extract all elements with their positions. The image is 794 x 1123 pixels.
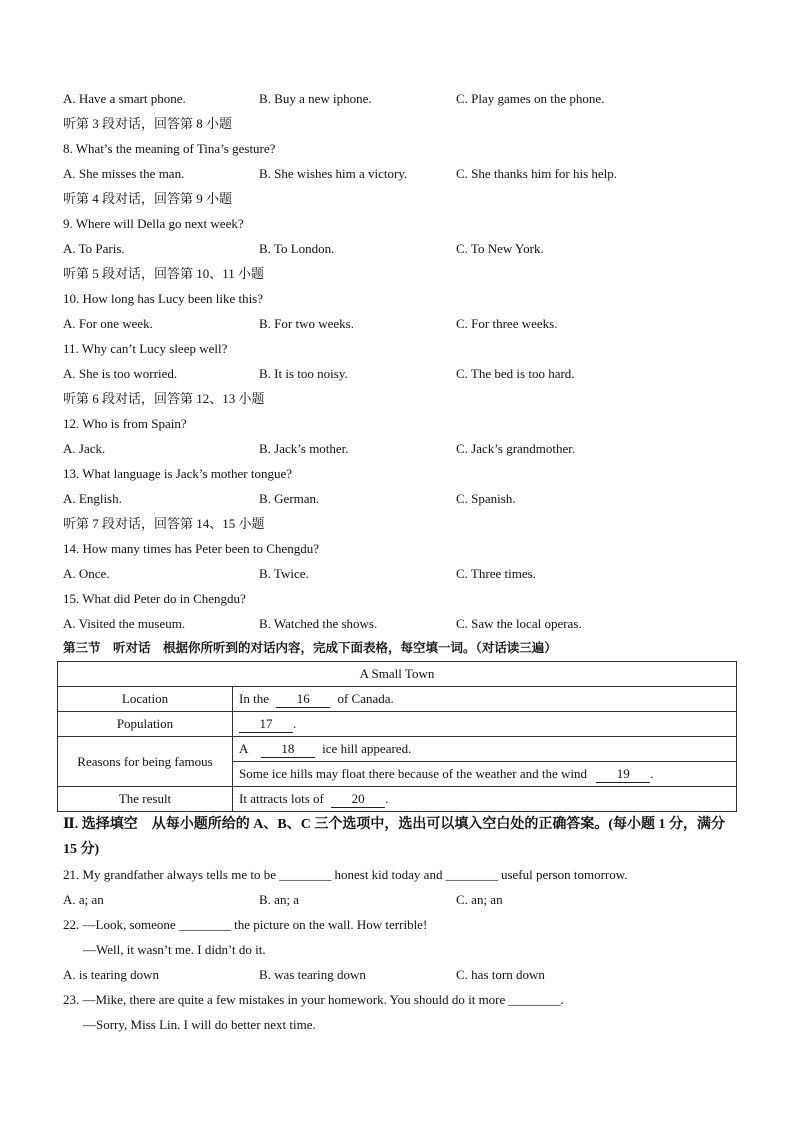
q15-stem: 15. What did Peter do in Chengdu? bbox=[63, 591, 246, 606]
q15-option-b: B. Watched the shows. bbox=[259, 616, 378, 631]
blank-18: 18 bbox=[261, 741, 315, 758]
reasons-2-post: . bbox=[650, 766, 654, 781]
reasons-value-2 bbox=[233, 762, 737, 787]
q12-stem: 12. Who is from Spain? bbox=[63, 416, 187, 431]
q9-options bbox=[63, 236, 735, 261]
q12-options bbox=[63, 436, 735, 461]
q22-options bbox=[63, 962, 735, 987]
q13-option-c: C. Spanish. bbox=[456, 491, 516, 506]
q11-options bbox=[63, 361, 735, 386]
table-row bbox=[58, 737, 737, 762]
blank-17: 17 bbox=[239, 716, 293, 733]
q15-option-a: A. Visited the museum. bbox=[63, 616, 186, 631]
q21-option-a: A. a; an bbox=[63, 892, 104, 907]
q21-stem: 21. My grandfather always tells me to be ________ honest kid today and ________ useful person tomorrow. bbox=[63, 867, 628, 882]
result-post: . bbox=[385, 791, 389, 806]
q14-stem: 14. How many times has Peter been to Chengdu? bbox=[63, 541, 319, 556]
q23-stem: 23. —Mike, there are quite a few mistakes in your homework. You should do it more ________. bbox=[63, 992, 564, 1007]
blank-20: 20 bbox=[331, 791, 385, 808]
section-3-heading: 第三节 听对话 根据你所听到的对话内容，完成下面表格，每空填一词。（对话读三遍） bbox=[63, 641, 557, 655]
q13-option-a: A. English. bbox=[63, 491, 122, 506]
table-title-row bbox=[58, 662, 737, 687]
table-row bbox=[58, 712, 737, 737]
table-title: A Small Town bbox=[58, 662, 737, 687]
q8-stem: 8. What’s the meaning of Tina’s gesture? bbox=[63, 141, 276, 156]
q14-option-b: B. Twice. bbox=[259, 566, 309, 581]
dialogue-5-heading: 听第 5 段对话，回答第 10、11 小题 bbox=[63, 266, 265, 281]
location-value bbox=[233, 687, 737, 712]
reasons-1-post: ice hill appeared. bbox=[322, 741, 412, 756]
q14-option-c: C. Three times. bbox=[456, 566, 536, 581]
population-label: Population bbox=[58, 712, 233, 737]
population-value bbox=[233, 712, 737, 737]
blank-16: 16 bbox=[276, 691, 330, 708]
q23-reply: —Sorry, Miss Lin. I will do better next time. bbox=[83, 1017, 316, 1032]
q10-option-c: C. For three weeks. bbox=[456, 316, 558, 331]
q10-stem: 10. How long has Lucy been like this? bbox=[63, 291, 264, 306]
q12-option-a: A. Jack. bbox=[63, 441, 106, 456]
q15-option-c: C. Saw the local operas. bbox=[456, 616, 582, 631]
result-pre: It attracts lots of bbox=[239, 791, 324, 806]
q7-option-b: B. Buy a new iphone. bbox=[259, 91, 372, 106]
reasons-value-1 bbox=[233, 737, 737, 762]
q8-options bbox=[63, 161, 735, 186]
dialogue-7-heading: 听第 7 段对话，回答第 14、15 小题 bbox=[63, 516, 265, 531]
result-value bbox=[233, 787, 737, 812]
dialogue-4-heading: 听第 4 段对话，回答第 9 小题 bbox=[63, 191, 233, 206]
q9-option-c: C. To New York. bbox=[456, 241, 544, 256]
q21-option-c: C. an; an bbox=[456, 892, 503, 907]
reasons-1-pre: A bbox=[239, 741, 248, 756]
location-pre: In the bbox=[239, 691, 269, 706]
q11-stem: 11. Why can’t Lucy sleep well? bbox=[63, 341, 228, 356]
q12-option-b: B. Jack’s mother. bbox=[259, 441, 349, 456]
q22-stem: 22. —Look, someone ________ the picture on the wall. How terrible! bbox=[63, 917, 428, 932]
q11-option-a: A. She is too worried. bbox=[63, 366, 178, 381]
q9-option-a: A. To Paris. bbox=[63, 241, 125, 256]
exam-page bbox=[63, 86, 735, 1037]
q13-stem: 13. What language is Jack’s mother tongue? bbox=[63, 466, 293, 481]
location-label: Location bbox=[58, 687, 233, 712]
blank-19: 19 bbox=[596, 766, 650, 783]
population-post: . bbox=[293, 716, 297, 731]
q22-option-a: A. is tearing down bbox=[63, 967, 160, 982]
result-label: The result bbox=[58, 787, 233, 812]
q13-option-b: B. German. bbox=[259, 491, 320, 506]
location-post: of Canada. bbox=[337, 691, 394, 706]
part-2-heading: Ⅱ. 选择填空 从每小题所给的 A、B、C 三个选项中，选出可以填入空白处的正确答案。(每小题 1 分，满分 15 分) bbox=[63, 817, 726, 857]
reasons-label: Reasons for being famous bbox=[58, 737, 233, 787]
q13-options bbox=[63, 486, 735, 511]
dialogue-3-heading: 听第 3 段对话，回答第 8 小题 bbox=[63, 116, 233, 131]
table-row bbox=[58, 687, 737, 712]
q7-option-c: C. Play games on the phone. bbox=[456, 91, 605, 106]
reasons-2-pre: Some ice hills may float there because of the weather and the wind bbox=[239, 766, 587, 781]
q14-options bbox=[63, 561, 735, 586]
q10-option-b: B. For two weeks. bbox=[259, 316, 354, 331]
dialogue-6-heading: 听第 6 段对话，回答第 12、13 小题 bbox=[63, 391, 265, 406]
q15-options bbox=[63, 611, 735, 636]
q22-reply: —Well, it wasn’t me. I didn’t do it. bbox=[83, 942, 266, 957]
q10-option-a: A. For one week. bbox=[63, 316, 153, 331]
q11-option-c: C. The bed is too hard. bbox=[456, 366, 575, 381]
q7-options bbox=[63, 86, 735, 111]
q10-options bbox=[63, 311, 735, 336]
q7-option-a: A. Have a smart phone. bbox=[63, 91, 186, 106]
q8-option-b: B. She wishes him a victory. bbox=[259, 166, 408, 181]
q22-option-b: B. was tearing down bbox=[259, 967, 366, 982]
small-town-table bbox=[57, 661, 737, 812]
q8-option-c: C. She thanks him for his help. bbox=[456, 166, 618, 181]
q21-options bbox=[63, 887, 735, 912]
q21-option-b: B. an; a bbox=[259, 892, 300, 907]
q22-option-c: C. has torn down bbox=[456, 967, 545, 982]
table-row bbox=[58, 787, 737, 812]
q9-option-b: B. To London. bbox=[259, 241, 335, 256]
q12-option-c: C. Jack’s grandmother. bbox=[456, 441, 576, 456]
q14-option-a: A. Once. bbox=[63, 566, 110, 581]
q8-option-a: A. She misses the man. bbox=[63, 166, 185, 181]
q11-option-b: B. It is too noisy. bbox=[259, 366, 348, 381]
q9-stem: 9. Where will Della go next week? bbox=[63, 216, 244, 231]
